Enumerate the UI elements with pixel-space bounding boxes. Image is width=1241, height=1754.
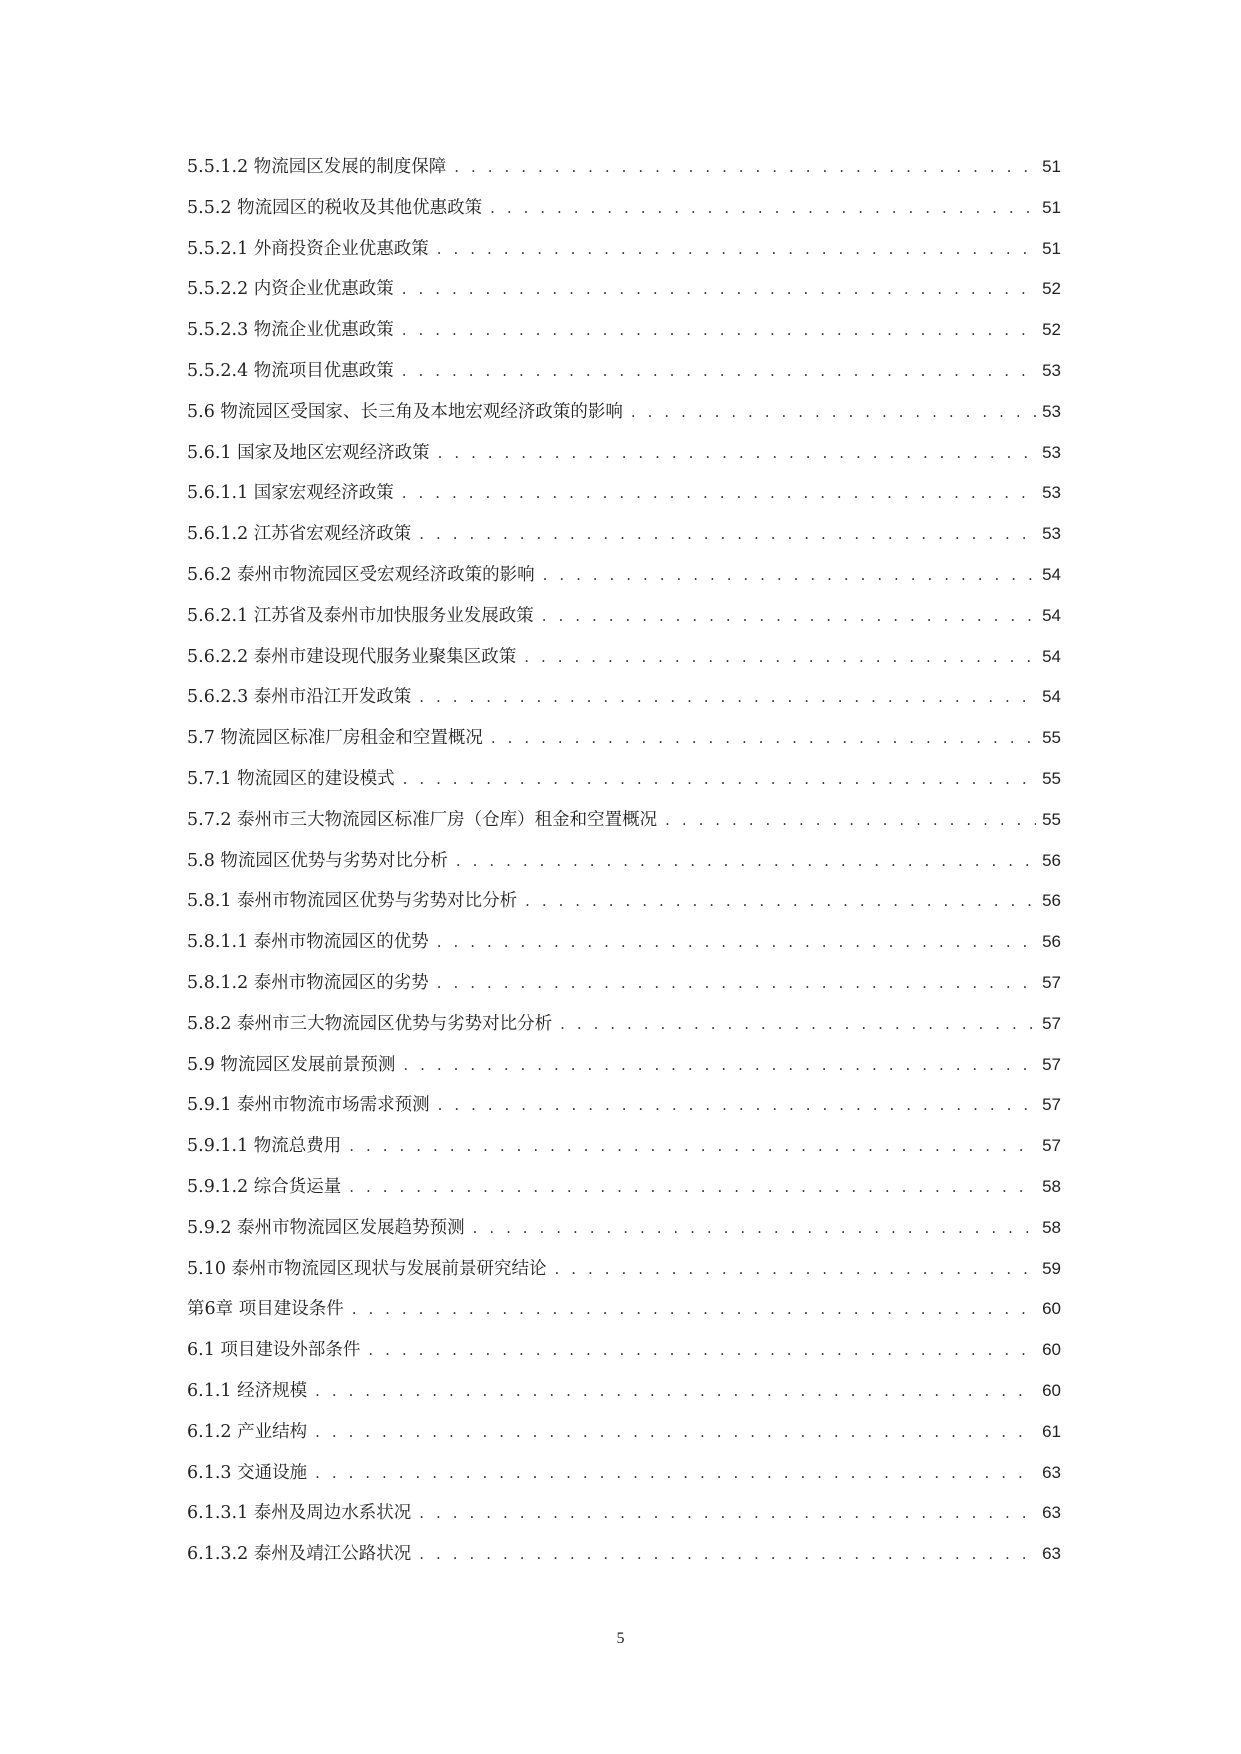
toc-entry-title: 5.8.1.2 泰州市物流园区的劣势 <box>187 972 429 993</box>
toc-dot-leader <box>419 1545 1036 1563</box>
toc-dot-leader <box>543 566 1036 584</box>
toc-entry-page: 63 <box>1042 1503 1061 1523</box>
toc-entry[interactable] <box>187 765 1061 806</box>
toc-entry[interactable] <box>187 928 1061 969</box>
toc-dot-leader <box>454 158 1036 176</box>
toc-entry-title: 5.9.1 泰州市物流市场需求预测 <box>187 1095 430 1116</box>
toc-entry[interactable] <box>187 1173 1061 1214</box>
toc-entry-title: 5.9.1.2 综合货运量 <box>187 1176 342 1197</box>
toc-entry-page: 54 <box>1042 646 1061 666</box>
toc-dot-leader <box>555 1260 1037 1278</box>
toc-dot-leader <box>419 1504 1036 1522</box>
toc-entry[interactable] <box>187 439 1061 480</box>
toc-dot-leader <box>490 199 1036 217</box>
toc-entry[interactable] <box>187 1091 1061 1132</box>
toc-entry[interactable] <box>187 1295 1061 1336</box>
toc-entry-title: 6.1 项目建设外部条件 <box>187 1340 361 1361</box>
toc-entry[interactable] <box>187 1051 1061 1092</box>
toc-entry-title: 5.5.2 物流园区的税收及其他优惠政策 <box>187 197 483 218</box>
toc-entry[interactable] <box>187 153 1061 194</box>
toc-dot-leader <box>349 1137 1036 1155</box>
toc-entry-page: 53 <box>1042 524 1061 544</box>
toc-entry-title: 5.6.2.2 泰州市建设现代服务业聚集区政策 <box>187 646 517 667</box>
toc-entry[interactable] <box>187 602 1061 643</box>
toc-entry-page: 57 <box>1042 1013 1061 1033</box>
toc-entry-page: 59 <box>1042 1258 1061 1278</box>
toc-entry[interactable] <box>187 1010 1061 1051</box>
toc-entry[interactable] <box>187 1540 1061 1581</box>
toc-entry[interactable] <box>187 1214 1061 1255</box>
toc-entry-page: 54 <box>1042 605 1061 625</box>
toc-entry-title: 5.5.2.1 外商投资企业优惠政策 <box>187 238 429 259</box>
toc-entry-title: 5.7.1 物流园区的建设模式 <box>187 768 395 789</box>
toc-entry-page: 60 <box>1042 1299 1061 1319</box>
toc-entry[interactable] <box>187 683 1061 724</box>
toc-dot-leader <box>315 1423 1036 1441</box>
toc-entry[interactable] <box>187 316 1061 357</box>
toc-entry-title: 5.8 物流园区优势与劣势对比分析 <box>187 850 448 871</box>
toc-dot-leader <box>352 1300 1036 1318</box>
toc-dot-leader <box>437 240 1036 258</box>
toc-entry-page: 57 <box>1042 1136 1061 1156</box>
toc-dot-leader <box>402 280 1036 298</box>
toc-entry-title: 5.9.2 泰州市物流园区发展趋势预测 <box>187 1217 465 1238</box>
toc-entry-page: 51 <box>1042 157 1061 176</box>
toc-entry-page: 58 <box>1042 1217 1061 1237</box>
toc-entry-page: 56 <box>1042 891 1061 911</box>
toc-entry-page: 51 <box>1042 197 1061 217</box>
toc-entry-title: 6.1.3.2 泰州及靖江公路状况 <box>187 1544 412 1565</box>
toc-dot-leader <box>665 811 1036 829</box>
toc-entry-title: 5.5.2.3 物流企业优惠政策 <box>187 320 394 341</box>
toc-entry-title: 5.5.2.4 物流项目优惠政策 <box>187 360 394 381</box>
toc-entry-title: 第6章 项目建设条件 <box>187 1299 344 1320</box>
toc-dot-leader <box>402 362 1036 380</box>
toc-entry-title: 5.7.2 泰州市三大物流园区标准厂房（仓库）租金和空置概况 <box>187 809 658 830</box>
toc-entry[interactable] <box>187 724 1061 765</box>
toc-dot-leader <box>315 1382 1036 1400</box>
toc-dot-leader <box>542 607 1036 625</box>
toc-entry[interactable] <box>187 887 1061 928</box>
toc-entry-title: 5.6 物流园区受国家、长三角及本地宏观经济政策的影响 <box>187 401 623 422</box>
toc-entry-page: 57 <box>1042 1054 1061 1074</box>
toc-dot-leader <box>524 648 1036 666</box>
toc-entry-page: 55 <box>1042 809 1061 829</box>
page-number: 5 <box>616 1630 625 1647</box>
toc-entry[interactable] <box>187 1336 1061 1377</box>
toc-entry-page: 63 <box>1042 1544 1061 1564</box>
toc-dot-leader <box>349 1178 1036 1196</box>
toc-entry[interactable] <box>187 561 1061 602</box>
toc-entry-title: 5.8.1.1 泰州市物流园区的优势 <box>187 932 429 953</box>
toc-entry-page: 53 <box>1042 401 1061 421</box>
toc-entry[interactable] <box>187 275 1061 316</box>
toc-entry-page: 63 <box>1042 1462 1061 1482</box>
toc-entry[interactable] <box>187 479 1061 520</box>
toc-entry-title: 6.1.3 交通设施 <box>187 1462 308 1483</box>
toc-dot-leader <box>402 484 1036 502</box>
toc-dot-leader <box>491 729 1036 747</box>
toc-entry[interactable] <box>187 1377 1061 1418</box>
toc-dot-leader <box>437 974 1036 992</box>
toc-dot-leader <box>438 1096 1036 1114</box>
toc-dot-leader <box>456 852 1036 870</box>
toc-dot-leader <box>402 321 1036 339</box>
toc-entry[interactable] <box>187 643 1061 684</box>
toc-entry-page: 56 <box>1042 850 1061 870</box>
toc-dot-leader <box>525 892 1036 910</box>
toc-entry[interactable] <box>187 1499 1061 1540</box>
toc-dot-leader <box>403 1056 1036 1074</box>
toc-entry[interactable] <box>187 235 1061 276</box>
toc-entry-page: 53 <box>1042 360 1061 380</box>
toc-entry[interactable] <box>187 194 1061 235</box>
toc-entry[interactable] <box>187 1418 1061 1459</box>
toc-dot-leader <box>438 444 1036 462</box>
toc-dot-leader <box>473 1219 1036 1237</box>
toc-entry-page: 60 <box>1042 1380 1061 1400</box>
toc-entry-title: 5.9 物流园区发展前景预测 <box>187 1054 396 1075</box>
toc-entry-title: 5.6.2 泰州市物流园区受宏观经济政策的影响 <box>187 564 535 585</box>
toc-entry-page: 57 <box>1042 972 1061 992</box>
toc-entry-page: 60 <box>1042 1340 1061 1360</box>
toc-entry[interactable] <box>187 398 1061 439</box>
toc-entry-page: 53 <box>1042 483 1061 503</box>
toc-entry-page: 55 <box>1042 728 1061 748</box>
toc-entry-page: 56 <box>1042 932 1061 952</box>
toc-dot-leader <box>437 933 1036 951</box>
toc-entry-title: 5.6.1.2 江苏省宏观经济政策 <box>187 524 412 545</box>
toc-dot-leader <box>315 1464 1036 1482</box>
toc-entry-title: 5.6.1 国家及地区宏观经济政策 <box>187 442 430 463</box>
toc-entry-page: 55 <box>1042 768 1061 788</box>
toc-entry-title: 6.1.1 经济规模 <box>187 1380 308 1401</box>
toc-entry-title: 5.5.2.2 内资企业优惠政策 <box>187 279 394 300</box>
toc-entry-page: 61 <box>1042 1421 1061 1441</box>
toc-entry[interactable] <box>187 847 1061 888</box>
toc-entry-title: 5.6.2.3 泰州市沿江开发政策 <box>187 687 412 708</box>
toc-entry-title: 5.8.2 泰州市三大物流园区优势与劣势对比分析 <box>187 1013 553 1034</box>
toc-dot-leader <box>368 1341 1036 1359</box>
toc-entry-page: 52 <box>1042 279 1061 299</box>
toc-entry-title: 5.5.1.2 物流园区发展的制度保障 <box>187 157 447 177</box>
toc-entry-page: 54 <box>1042 564 1061 584</box>
toc-entry-title: 5.8.1 泰州市物流园区优势与劣势对比分析 <box>187 891 518 912</box>
toc-entry-title: 6.1.2 产业结构 <box>187 1421 308 1442</box>
toc-entry-page: 51 <box>1042 238 1061 258</box>
toc-entry[interactable] <box>187 969 1061 1010</box>
toc-entry-page: 53 <box>1042 442 1061 462</box>
toc-entry-title: 5.6.2.1 江苏省及泰州市加快服务业发展政策 <box>187 605 534 626</box>
toc-dot-leader <box>419 525 1036 543</box>
toc-entry[interactable] <box>187 520 1061 561</box>
toc-dot-leader <box>419 688 1036 706</box>
toc-entry[interactable] <box>187 1132 1061 1173</box>
toc-entry-page: 52 <box>1042 320 1061 340</box>
toc-entry-title: 5.10 泰州市物流园区现状与发展前景研究结论 <box>187 1258 547 1279</box>
toc-entry-page: 57 <box>1042 1095 1061 1115</box>
toc-entry-page: 58 <box>1042 1176 1061 1196</box>
toc-entry-title: 5.7 物流园区标准厂房租金和空置概况 <box>187 728 483 749</box>
toc-entry[interactable] <box>187 1255 1061 1296</box>
toc-entry-page: 54 <box>1042 687 1061 707</box>
toc-dot-leader <box>560 1015 1036 1033</box>
toc-entry[interactable] <box>187 806 1061 847</box>
toc-entry[interactable] <box>187 357 1061 398</box>
toc-dot-leader <box>631 403 1036 421</box>
toc-entry-title: 6.1.3.1 泰州及周边水系状况 <box>187 1503 412 1524</box>
table-of-contents <box>187 153 1061 1581</box>
toc-entry[interactable] <box>187 1459 1061 1500</box>
toc-entry-title: 5.6.1.1 国家宏观经济政策 <box>187 483 394 504</box>
toc-entry-title: 5.9.1.1 物流总费用 <box>187 1136 342 1157</box>
toc-dot-leader <box>403 770 1036 788</box>
